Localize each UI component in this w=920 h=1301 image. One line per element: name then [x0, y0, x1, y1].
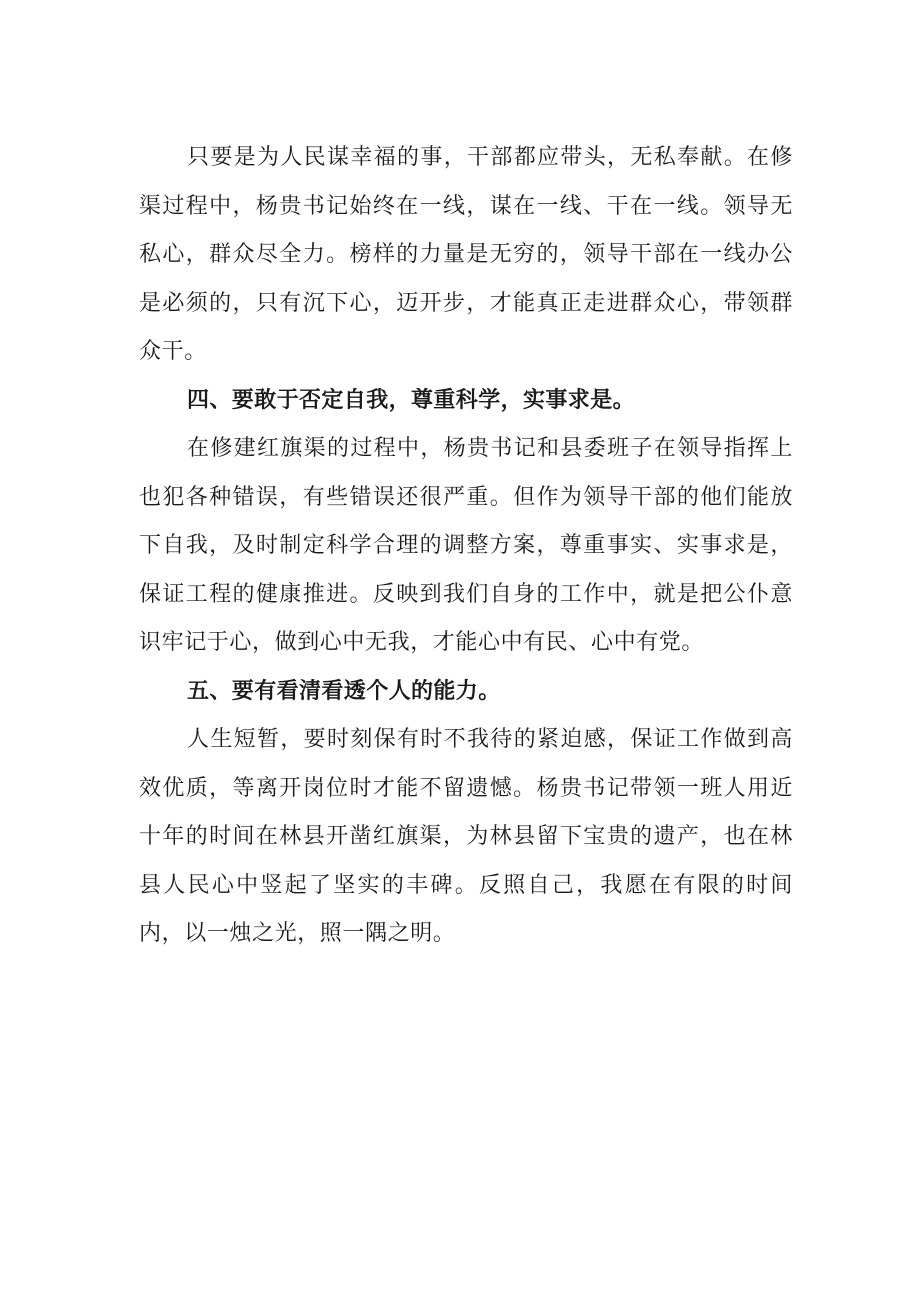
paragraph-body-2: 在修建红旗渠的过程中，杨贵书记和县委班子在领导指挥上也犯各种错误，有些错误还很严重。但作为领导干部的他们能放下自我，及时制定科学合理的调整方案，尊重事实、实事求是，保证工程的健康推进。反映到我们自身的工作中，就是把公仆意识牢记于心，做到心中无我，才能心中有民、心中有党。: [139, 436, 793, 655]
section-heading-5: 五、要有看清看透个人的能力。: [187, 678, 501, 704]
section-heading-4: 四、要敢于否定自我，尊重科学，实事求是。: [187, 387, 636, 413]
paragraph-body-3: 人生短暂，要时刻保有时不我待的紧迫感，保证工作做到高效优质，等离开岗位时才能不留遗憾。杨贵书记带领一班人用近十年的时间在林县开凿红旗渠，为林县留下宝贵的遗产，也在林县人民心中竖起了坚实的丰碑。反照自己，我愿在有限的时间内，以一烛之光，照一隅之明。: [139, 727, 793, 946]
document-body: [139, 134, 793, 959]
paragraph-body-1: 只要是为人民谋幸福的事，干部都应带头，无私奉献。在修渠过程中，杨贵书记始终在一线，谋在一线、干在一线。领导无私心，群众尽全力。榜样的力量是无穷的，领导干部在一线办公是必须的，只有沉下心，迈开步，才能真正走进群众心，带领群众干。: [139, 145, 793, 364]
